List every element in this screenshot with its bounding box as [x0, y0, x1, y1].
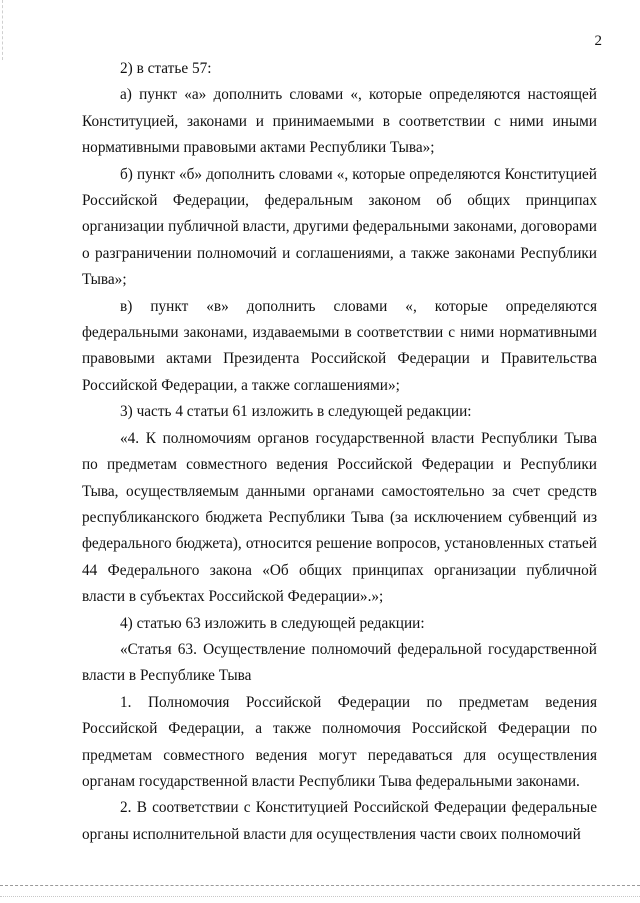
- scan-border-line: [0, 885, 640, 886]
- paragraph-article-63-part-2: 2. В соответствии с Конституцией Российской Федерации федеральные органы исполнительной власти для осуществления части своих полномочий: [82, 799, 597, 843]
- paragraph-point-a: а) пункт «а» дополнить словами «, которые определяются настоящей Конституцией, законами и принимаемыми в соответствии с ними иными нормативными правовыми актами Республики Тыва»;: [82, 86, 597, 157]
- paragraph-article-61-text: «4. К полномочиям органов государственной власти Республики Тыва по предметам совместного ведения Российской Федерации и Республики Тыва, осуществляемым данными органами самостоятельно за счет средств республиканского бюджета Республики Тыва (за исключением субвенций из федерального бюджета), относится решение вопросов, установленных статьей 44 Федерального закона «Об общих принципах организации публичной власти в субъектах Российской Федерации».»;: [82, 429, 597, 606]
- paragraph-article-63-title: «Статья 63. Осуществление полномочий федеральной государственной власти в Республике Тыва: [82, 640, 597, 685]
- paragraph-article-57: 2) в статье 57:: [120, 60, 212, 77]
- document-body: [82, 56, 597, 848]
- paragraph-article-63-part-1: 1. Полномочия Российской Федерации по предметам ведения Российской Федерации, а также полномочия Российской Федерации по предметам совместного ведения могут передаваться для осуществления органам государственной власти Республики Тыва федеральными законами.: [82, 693, 597, 790]
- scan-border-line-lower: [0, 896, 640, 897]
- scan-edge-mark: [2, 0, 3, 60]
- page-number: 2: [594, 33, 602, 49]
- paragraph-article-61: 3) часть 4 статьи 61 изложить в следующей редакции:: [120, 403, 472, 421]
- paragraph-point-b: б) пункт «б» дополнить словами «, которые определяются Конституцией Российской Федерации, федеральным законом об общих принципах организации публичной власти, другими федеральными законами, договорами о разграничении полномочий и соглашениями, а также законами Республики Тыва»;: [82, 165, 597, 289]
- paragraph-article-63: 4) статью 63 изложить в следующей редакции:: [120, 614, 425, 632]
- paragraph-point-v: в) пункт «в» дополнить словами «, которые определяются федеральными законами, издаваемыми в соответствии с ними нормативными правовыми актами Президента Российской Федерации и Правительства Российской Федерации, а также соглашениями»;: [82, 297, 597, 394]
